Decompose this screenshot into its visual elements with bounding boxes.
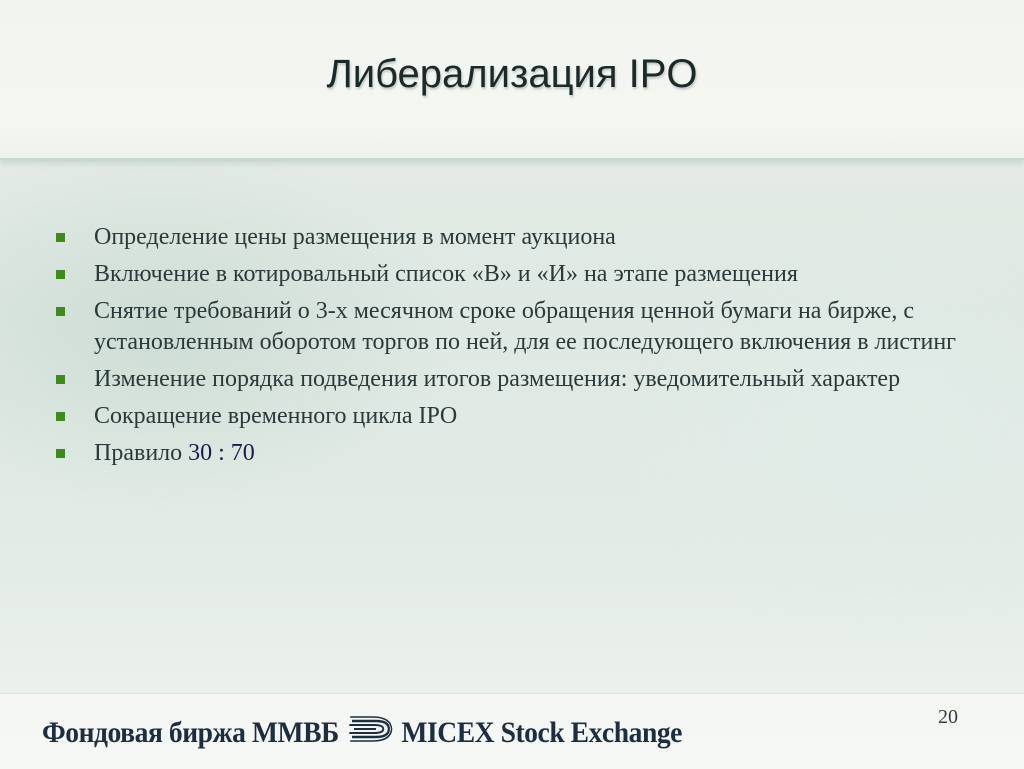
bullet-text: Изменение порядка подведения итогов размещения: уведомительный характер: [94, 366, 901, 392]
bullet-list: [56, 222, 966, 475]
page-number: 20: [938, 706, 958, 728]
bullet-text: Снятие требований о 3-х месячном сроке обращения ценной бумаги на бирже, с установленным оборотом торгов по ней, для ее последующего включения в листинг: [94, 298, 957, 355]
list-item: [56, 364, 966, 395]
micex-emblem-icon: [348, 716, 392, 750]
square-bullet-icon: [56, 375, 65, 384]
list-item: [56, 438, 966, 469]
list-item: [56, 401, 966, 432]
square-bullet-icon: [56, 307, 65, 316]
bullet-text: Определение цены размещения в момент аукциона: [94, 224, 616, 250]
list-item: [56, 222, 966, 253]
bullet-text: Включение в котировальный список «В» и «И» на этапе размещения: [94, 261, 798, 287]
logo-text-en: MICEX Stock Exchange: [401, 716, 682, 749]
square-bullet-icon: [56, 449, 65, 458]
square-bullet-icon: [56, 270, 65, 279]
square-bullet-icon: [56, 412, 65, 421]
rule-label: Правило: [94, 440, 189, 466]
list-item: [56, 296, 966, 358]
list-item: [56, 259, 966, 290]
slide-title: Либерализация IPO: [326, 52, 698, 96]
square-bullet-icon: [56, 233, 65, 242]
logo-text-ru: Фондовая биржа ММВБ: [42, 716, 339, 749]
rule-ratio: 30 : 70: [188, 440, 255, 466]
exchange-logo: [42, 712, 682, 754]
bullet-text: Сокращение временного цикла IPO: [94, 403, 458, 429]
